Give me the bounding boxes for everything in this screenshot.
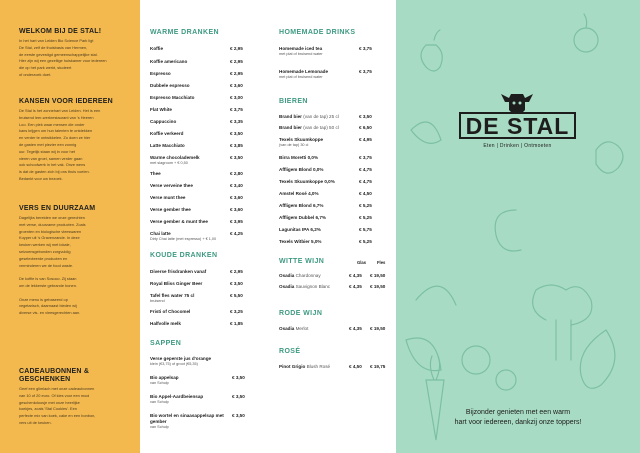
section-cadeaubonnen [19,368,131,427]
list-item: Koffie verkeerd € 3,50 [150,131,243,136]
list-item: Cappuccino € 3,35 [150,119,243,124]
brand-panel [396,0,640,453]
list-item: Latte Macchiato € 3,85 [150,143,243,148]
list-item: Flat White € 3,75 [150,107,243,112]
list-item: Warme chocolademelk met slagroom + € 0,50 € 3,50 [150,155,243,165]
list-item: Verse geperste jus d'orange klein (€3,75) of groot (€5,35) [150,356,212,366]
list-item: Affligem Blond 6,7% € 5,25 [279,203,372,208]
column-header-glas: Glas [357,260,367,265]
category-rode-wijn: RODE WIJN [279,310,323,317]
category-sappen: SAPPEN [150,340,182,347]
list-item: Affligem Dubbel 6,7% € 5,25 [279,215,372,220]
list-item: Espresso € 2,95 [150,71,243,76]
list-item: Koffie € 2,95 [150,46,243,51]
list-item: Tafel fles water 75 cl bruisend € 5,50 [150,293,243,303]
brand-subtitle: Eten | Drinken | Ontmoeten [483,143,552,149]
section-body: Geef een glimlach met onze cadeaubonnen van 10 of 20 euro. Of kies voor een mooi geschenkdoosje met onze heerlijke koekjes, zoals 'Stal Cookies'. Een perfecte mix van koek, cake en een bonbon, vers uit de keuken. [19,386,96,425]
list-item: Birra Moretti 0,0% € 3,75 [279,155,372,160]
list-item: Royal Bliss Ginger Beer € 3,50 [150,281,243,286]
section-body: De Stal is het zonnehart van Leiden. Het is een bruisend leer-werkrestaurant van 's Heeren Loo. Een plek waar mensen die onder kans krijgen om hun talenten te ontdekken en verder te ontwikkelen. Zo doen ze hier de gasten met plezier een zonnig uur. Tegelijk staan wij in voor het vieren van groei, samen verder gaan ook schoolwerk in het vak. Onze wens is dat de gasten zich bij ons thuis voelen. Bedankt voor uw bezoek. [19,108,101,181]
list-item: Verse verveine thee € 3,40 [150,183,243,188]
category-warme-dranken: WARME DRANKEN [150,29,219,36]
section-title: WELKOM BIJ DE STAL! [19,28,102,35]
section-title: CADEAUBONNEN & GESCHENKEN [19,368,90,383]
section-vers [19,205,131,317]
list-item: Texels Witbier 5,0% € 5,25 [279,239,372,244]
list-item: Osadia Merlot € 4,35 € 19,50 [279,326,386,331]
section-title: KANSEN VOOR IEDEREEN [19,98,113,105]
list-item: Homemade Lemonade met plat of bruisend water € 3,75 [279,69,372,79]
list-item: Texels Skuumkoppe (van de tap) 30 cl € 4,95 [279,137,372,147]
list-item: Brand bier (van de tap) 50 cl € 6,50 [279,125,372,130]
list-item: Bio wortel en sinaasappelsap met gember van Schulp [150,413,224,429]
list-item: Verse munt thee € 3,60 [150,195,243,200]
list-item: Fristi of Chocomel € 3,25 [150,309,243,314]
list-item: Halfvolle melk € 1,85 [150,321,243,326]
list-item: Verse gember thee € 3,60 [150,207,243,212]
list-item: Amstel Rosé 4,0% € 4,50 [279,191,372,196]
info-panel [0,0,140,453]
brand-name: DE STAL [465,113,570,139]
column-header-fles: Fles [377,260,386,265]
section-kansen [19,98,131,183]
category-bieren: BIEREN [279,98,308,105]
list-item: Osadia Chardonnay € 4,35 € 19,50 [279,273,386,278]
list-item: Verse gember & munt thee € 3,95 [150,219,243,224]
list-item: Osadia Sauvignon Blanc € 4,35 € 19,50 [279,284,386,289]
list-item: Homemade iced tea met plat of bruisend water € 3,75 [279,46,372,56]
section-title: VERS EN DUURZAAM [19,205,96,212]
section-body: Dagelijks bereiden we onze gerechten met verse, duurzame producten. Zoals groenten en biologische vleeswaren Kuyper uit 's Gravenzande. In deze keuken werken wij met lokale, seizoensgebonden zorgvuldig geselecteerde producten en verminderen we de food waste. De koffie is van Sosoco. Zij staan om de lekkerste gebrande bonen. Onze menu is gebaseerd op vegetarisch, daarnaast bieden wij diverse vis- en vleesgerechten aan. [19,215,86,316]
vegetables-illustration-icon [396,0,640,453]
list-item: Pinot Grigio Blush Rosé € 4,50 € 19,75 [279,364,386,369]
list-item: Brand bier (van de tap) 25 cl € 3,50 [279,114,372,119]
list-item: Thee € 2,80 [150,171,243,176]
section-body: In het hart van Leiden Bio Science Park ligt De Stal, zelf de thuisbasis van Hermen, de eerste gevestigd gemeenschappelijke stal. Hier zijn wij een gezellige huiskamer voor iedereen die op het park werkt, studeert of onderzoek doet. [19,38,107,77]
list-item: Chai latte Dirty Chai latte (met espresso) + € 1,00 € 4,25 [150,231,243,241]
list-item: Affligem Blond 0,0% € 4,75 [279,167,372,172]
list-item: Espresso Macchiato € 3,00 [150,95,243,100]
cow-head-icon [499,90,535,114]
section-welkom [19,28,131,79]
list-item: Bio Appel-Aardbeiensap van Schulp € 3,50 [150,394,245,404]
list-item: Bio appelsap van Schulp € 3,50 [150,375,245,385]
list-item: Diverse frisdranken vanaf € 2,95 [150,269,243,274]
list-item: Koffie americano € 2,95 [150,59,243,64]
category-koude-dranken: KOUDE DRANKEN [150,252,218,259]
list-item: Dubbele espresso € 3,60 [150,83,243,88]
list-item: Texels Skuumkoppe 0,0% € 4,75 [279,179,372,184]
category-rose: ROSÉ [279,348,301,355]
category-witte-wijn: WITTE WIJN [279,258,325,265]
menu-page: WELKOM BIJ DE STAL! In het hart van Leiden Bio Science Park ligt De Stal, zelf de thuisbasis van Hermen, de eerste gevestigd gemeenschappelijke stal. Hier zijn wij een gezellige huiskamer voor iedereen die op het park werkt, studeert of onderzoek doet. KANSEN VOOR IEDEREEN De Stal is het zonnehart van Leiden. Het is een bruisend leer-werkrestaurant van 's Heeren Loo. Een plek waar mensen die onder kans krijgen om hun talenten te ontdekken en verder te ontwikkelen. Zo doen ze hier de gasten met plezier een zonnig uur. Tegelijk staan wij in voor het vieren van groei, samen verder gaan ook schoolwerk in het vak. Onze wens is dat de gasten zich bij ons thuis voelen. Bedankt voor uw bezoek. VERS EN DUURZAAM Dagelijks bereiden we onze gerechten met verse, duurzame producten. Zoals groenten en biologische vleeswaren Kuyper uit 's Gravenzande. In deze keuken werken wij met lokale, seizoensgebonden zorgvuldig geselecteerde producten en verminderen we de food waste. De koffie is van Sosoco. Zij staan om de lekkerste gebrande bonen. Onze menu is gebaseerd op vegetarisch, daarnaast bieden wij diverse vis- en vleesgerechten aan. CADEAUBONNEN & GESCHENKEN Geef een glimlach met onze cadeaubonnen van 10 of 20 euro. Of kies voor een mooi geschenkdoosje met onze heerlijke koekjes, zoals 'Stal Cookies'. Een perfecte mix van koek, cake en een bonbon, vers uit de keuken. WARME DRANKEN Koffie € 2,95 Koffie americano € 2,95 Espresso € 2,95 Dubbele espresso € 3,60 Espresso Macchiato € 3,00 Flat White € 3,75 Cappuccino € 3,35 Koffie verkeerd € 3,50 Latte Macchiato € 3,85 Warme chocolademelk met slagroom + € 0,50 € 3,50 Thee € 2,80 Verse verveine thee € 3,40 Verse munt thee € 3,60 Verse gember thee € 3,60 Verse gember & munt thee € 3,95 Chai latte Dirty Chai latte (met espresso) + € 1,00 € 4,25 KOUDE DRANKEN Diverse frisdranken vanaf € 2,95 Royal Bliss Ginger Beer € 3,50 Tafel fles water 75 cl bruisend € 5,50 Fristi of Chocomel € 3,25 Halfvolle melk € 1,85 SAPPEN Verse geperste jus d'orange klein (€3,75) of groot (€5,35) Bio appelsap van Schulp € 3,50 Bio Appel-Aardbeiensap van Schulp € 3,50 Bio wortel en sinaasappelsap met gember van Schulp € 3,50 HOMEMADE DRINKS Homemade iced tea met plat of bruisend water € 3,75 Homemade Lemonade met plat of bruisend water € 3,75 BIEREN Brand bier (van de tap) 25 cl € 3,50 Brand bier (van de tap) 50 cl € 6,50 Texels Skuumkoppe (van de tap) 30 cl € 4,95 Birra Moretti 0,0% € 3,75 Affligem Blond 0,0% € 4,75 Texels Skuumkoppe 0,0% € 4,75 Amstel Rosé 4,0% € 4,50 Affligem Blond 6,7% € 5,25 Affligem Dubbel 6,7% € 5,25 Lagunitas IPA 6,2% € 5,75 Texels Witbier 5,0% € 5,25 WITTE WIJN Glas Fles Osadia Chardonnay € 4,35 € 19,50 Osadia Sauvignon Blanc € 4,35 € 19,50 RODE WIJN Osadia Merlot € 4,35 € 19,50 ROSÉ Pinot Grigio Blush Rosé € 4,50 € 19,75 DE STAL Eten | Drinken | Ontmoeten Bijzonder genieten met een warm hart voor iedereen, dankzij onze toppers! [0,0,640,453]
tagline: Bijzonder genieten met een warm hart voor iedereen, dankzij onze toppers! [454,409,582,426]
list-item: Lagunitas IPA 6,2% € 5,75 [279,227,372,232]
category-homemade: HOMEMADE DRINKS [279,29,356,36]
